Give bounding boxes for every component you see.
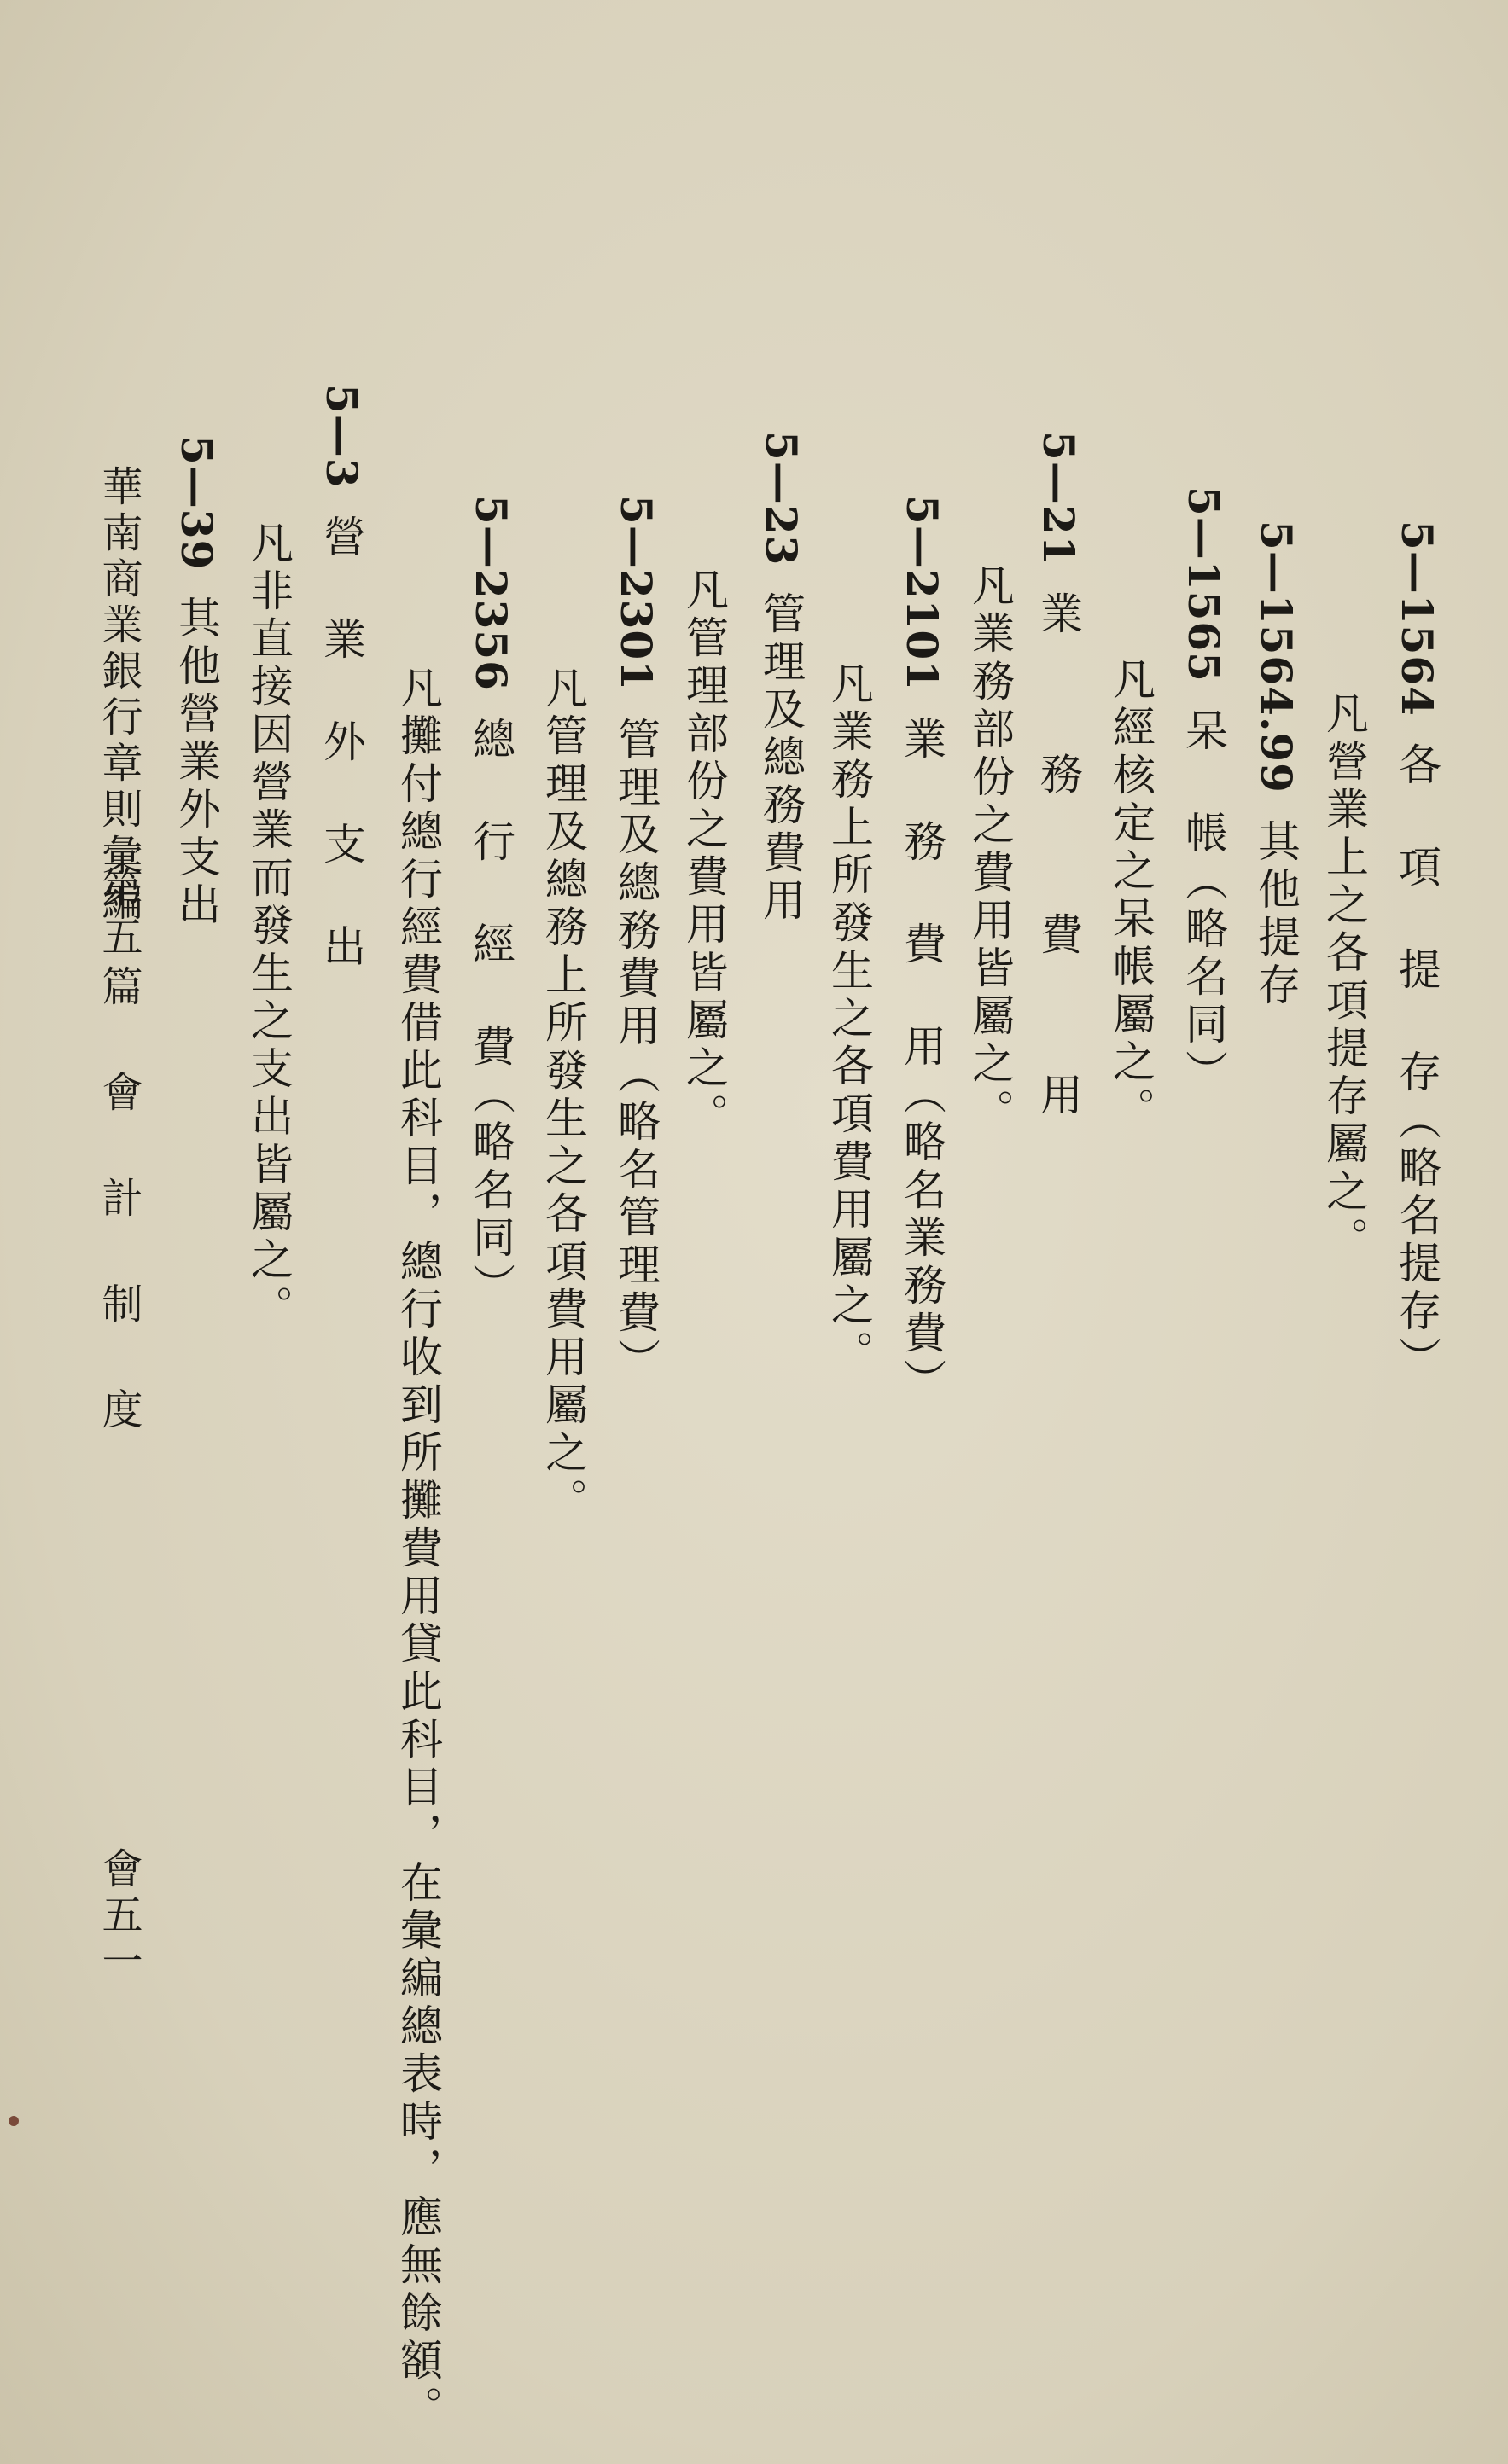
- account-code: 5—21: [1033, 431, 1084, 567]
- account-title: 管理及總務費用（略名管理費）: [611, 716, 661, 1386]
- account-title: 呆 帳（略名同）: [1179, 707, 1228, 1097]
- account-code: 5—2301: [611, 495, 661, 691]
- entry-heading: [1179, 486, 1229, 1097]
- entry-heading: [466, 495, 516, 1310]
- account-code: 5—1565: [1179, 486, 1229, 683]
- account-title: 其他營業外支出: [172, 596, 221, 931]
- entry-heading: [611, 495, 661, 1386]
- account-description: 凡業務上所發生之各項費用屬之。: [824, 661, 874, 1378]
- account-description: 凡管理及總務上所發生之各項費用屬之。: [539, 665, 588, 1525]
- account-title: 業 務 費 用: [1033, 591, 1083, 1150]
- chapter-title: 第五篇 會 計 制 度: [95, 866, 143, 1438]
- account-title: 營 業 外 支 出: [317, 514, 366, 972]
- account-title: 各 項 提 存（略名提存）: [1392, 741, 1441, 1384]
- entry-heading: [172, 435, 222, 931]
- entry-heading: [1392, 520, 1442, 1384]
- account-description: 凡非直接因營業而發生之支出皆屬之。: [244, 520, 294, 1333]
- entry-heading: [897, 495, 947, 1406]
- account-code: 5—2101: [897, 495, 947, 691]
- account-description: 凡管理部份之費用皆屬之。: [679, 567, 729, 1141]
- account-description: 凡業務部份之費用皆屬之。: [965, 563, 1015, 1136]
- page-number: 會五一: [95, 1847, 143, 1985]
- account-title: 管理及總務費用: [756, 591, 806, 927]
- entry-heading: [1251, 520, 1301, 1010]
- entry-heading: [317, 384, 367, 972]
- book-title: 華南商業銀行章則彙編: [95, 465, 143, 926]
- account-title: 總 行 經 費（略名同）: [466, 716, 515, 1310]
- account-title: 業 務 費 用（略名業務費）: [897, 716, 946, 1406]
- account-title: 其他提存: [1251, 818, 1301, 1010]
- account-code: 5—2356: [466, 495, 516, 691]
- account-code: 5—23: [756, 431, 806, 567]
- entry-heading: [756, 431, 806, 927]
- account-description: 凡營業上之各項提存屬之。: [1319, 691, 1369, 1264]
- entry-heading: [1033, 431, 1084, 1150]
- account-code: 5—1564: [1392, 520, 1442, 717]
- account-code: 5—39: [172, 435, 222, 571]
- account-code: 5—1564.99: [1251, 520, 1301, 793]
- ink-spot: [9, 2116, 19, 2126]
- account-description: 凡攤付總行經費借此科目，總行收到所攤費用貸此科目，在彙編總表時，應無餘額。: [393, 665, 443, 2433]
- account-code: 5—3: [317, 384, 367, 489]
- account-description: 凡經核定之呆帳屬之。: [1106, 657, 1156, 1135]
